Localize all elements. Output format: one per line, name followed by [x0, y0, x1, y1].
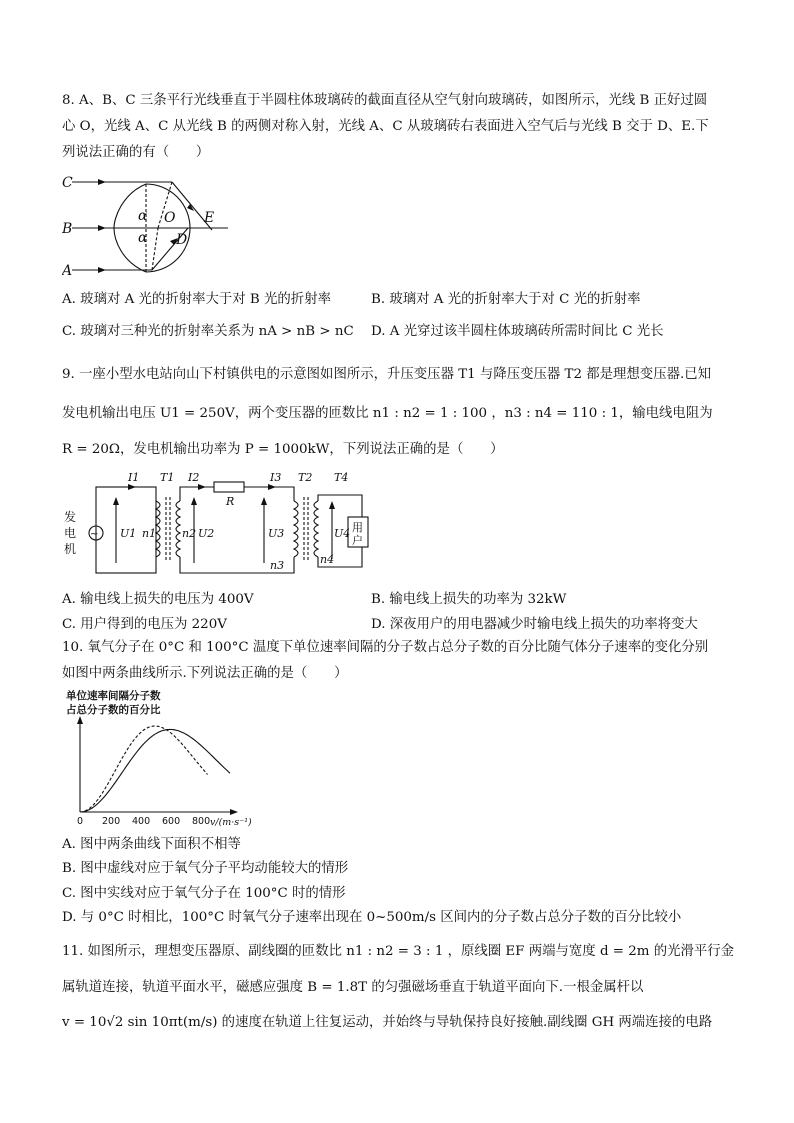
- svg-text:~: ~: [90, 529, 99, 540]
- label-u2: U2: [198, 527, 215, 540]
- label-n2: n2: [182, 527, 197, 540]
- q11-stem-line2: 属轨道连接，轨道平面水平，磁感应强度 B = 1.8T 的匀强磁场垂直于轨道平面向下.一根金属杆以: [62, 980, 644, 995]
- chart-x-tick-label: 800: [192, 816, 211, 827]
- label-t4: T4: [334, 471, 349, 484]
- chart-x-tick-label: 400: [132, 816, 151, 827]
- chart-series-solid: [80, 729, 230, 812]
- label-n1: n1: [142, 527, 157, 540]
- q10-stem-line1: 10. 氧气分子在 0°C 和 100°C 温度下单位速率间隔的分子数占总分子数的百分比随气体分子速率的变化分别: [62, 640, 709, 655]
- t1-secondary-coil: [176, 501, 180, 557]
- u2-arrow-icon: [191, 497, 197, 505]
- chart-x-tick-label: 0: [77, 816, 84, 827]
- label-i1: I1: [128, 471, 140, 484]
- t1-primary-coil: [156, 501, 160, 557]
- label-gen-3: 机: [64, 542, 77, 556]
- q8-stem-line1: 8. A、B、C 三条平行光线垂直于半圆柱体玻璃砖的截面直径从空气射向玻璃砖，如图所示，光线 B 正好过圆: [62, 93, 708, 108]
- label-u3: U3: [268, 527, 285, 540]
- label-t2: T2: [298, 471, 313, 484]
- q9-option-b: B. 输电线上损失的功率为 32kW: [371, 592, 567, 607]
- q10-option-b: B. 图中虚线对应于氧气分子平均动能较大的情形: [62, 861, 349, 876]
- resistor-r: [214, 482, 244, 492]
- q8-figure: [62, 168, 242, 280]
- y-axis-arrow-icon: [77, 716, 83, 724]
- q9-option-d: D. 深夜用户的用电器减少时输电线上损失的功率将变大: [371, 617, 698, 632]
- label-a: A: [62, 263, 73, 279]
- q11-stem-line3: v = 10√2 sin 10πt(m/s) 的速度在轨道上往复运动，并始终与导轨保持良好接触.副线圈 GH 两端连接的电路: [62, 1015, 713, 1030]
- q8-stem-line2: 心 O，光线 A、C 从光线 B 的两侧对称入射，光线 A、C 从玻璃砖右表面进入空气后与光线 B 交于 D、E.下: [62, 119, 709, 134]
- label-e: E: [204, 210, 215, 226]
- arrow-a-icon: [98, 267, 106, 273]
- q8-option-a: A. 玻璃对 A 光的折射率大于对 B 光的折射率: [62, 292, 331, 307]
- i1-arrow-icon: [128, 484, 136, 490]
- chart-xlabel: v/(m·s⁻¹): [210, 817, 252, 828]
- q10-option-c: C. 图中实线对应于氧气分子在 100°C 时的情形: [62, 886, 346, 901]
- q11-stem-line1: 11. 如图所示，理想变压器原、副线圈的匝数比 n1 : n2 = 3 : 1 ，原线圈 EF 两端与宽度 d = 2m 的光滑平行金: [62, 944, 735, 959]
- label-b: B: [62, 221, 73, 237]
- label-alpha-bottom: α: [138, 230, 148, 246]
- q10-stem-line2: 如图中两条曲线所示.下列说法正确的是（ ）: [62, 666, 348, 681]
- q9-stem-line2: 发电机输出电压 U1 = 250V，两个变压器的匝数比 n1 : n2 = 1 : 100 ，n3 : n4 = 110 : 1，输电线电阻为: [62, 406, 713, 421]
- q10-option-d: D. 与 0°C 时相比，100°C 时氧气分子速率出现在 0~500m/s 区间内的分子数占总分子数的百分比较小: [62, 910, 682, 925]
- q10-option-a: A. 图中两条曲线下面积不相等: [62, 837, 241, 852]
- line-top-left: [180, 487, 214, 501]
- i3-arrow-icon: [268, 484, 276, 490]
- q9-stem-line1: 9. 一座小型水电站向山下村镇供电的示意图如图所示，升压变压器 T1 与降压变压器 T2 都是理想变压器.已知: [62, 367, 712, 382]
- q8-stem-line3: 列说法正确的有（ ）: [62, 145, 210, 160]
- u4-arrow-icon: [329, 501, 335, 509]
- label-t1: T1: [160, 471, 175, 484]
- q9-option-a: A. 输电线上损失的电压为 400V: [62, 592, 254, 607]
- arrow-c-icon: [98, 179, 106, 185]
- label-o: O: [164, 210, 176, 226]
- chart-x-tick-label: 600: [162, 816, 181, 827]
- q10-chart: [62, 688, 262, 830]
- label-u4: U4: [334, 527, 351, 540]
- q9-circuit-figure: [62, 471, 372, 579]
- chart-x-tick-label: 200: [102, 816, 121, 827]
- q9-stem-line3: R = 20Ω，发电机输出功率为 P = 1000kW，下列说法正确的是（ ）: [62, 442, 504, 457]
- label-n4: n4: [320, 553, 335, 566]
- label-r: R: [226, 495, 235, 508]
- label-n3: n3: [270, 559, 285, 572]
- label-gen-2: 电: [64, 526, 77, 540]
- label-gen-1: 发: [64, 510, 77, 524]
- q8-option-d: D. A 光穿过该半圆柱体玻璃砖所需时间比 C 光长: [371, 324, 664, 339]
- u3-arrow-icon: [261, 497, 267, 505]
- t2-secondary-coil: [314, 501, 318, 557]
- chart-ylabel-line1: 单位速率间隔分子数: [66, 690, 161, 702]
- label-alpha-top: α: [138, 208, 148, 224]
- t2-primary-coil: [294, 501, 298, 557]
- label-i3: I3: [270, 471, 282, 484]
- label-i2: I2: [188, 471, 200, 484]
- q8-option-b: B. 玻璃对 A 光的折射率大于对 C 光的折射率: [371, 292, 641, 307]
- u1-arrow-icon: [113, 497, 119, 505]
- label-c: C: [62, 175, 73, 191]
- chart-series-dashed: [80, 726, 208, 812]
- label-user-1: 用: [352, 521, 363, 534]
- label-u1: U1: [120, 527, 137, 540]
- i2-arrow-icon: [198, 484, 206, 490]
- q8-option-c: C. 玻璃对三种光的折射率关系为 nA > nB > nC: [62, 324, 354, 339]
- label-user-2: 户: [352, 534, 363, 547]
- label-d: D: [176, 232, 188, 248]
- x-axis-arrow-icon: [230, 809, 238, 815]
- chart-ylabel-line2: 占总分子数的百分比: [66, 704, 161, 716]
- q9-option-c: C. 用户得到的电压为 220V: [62, 617, 227, 632]
